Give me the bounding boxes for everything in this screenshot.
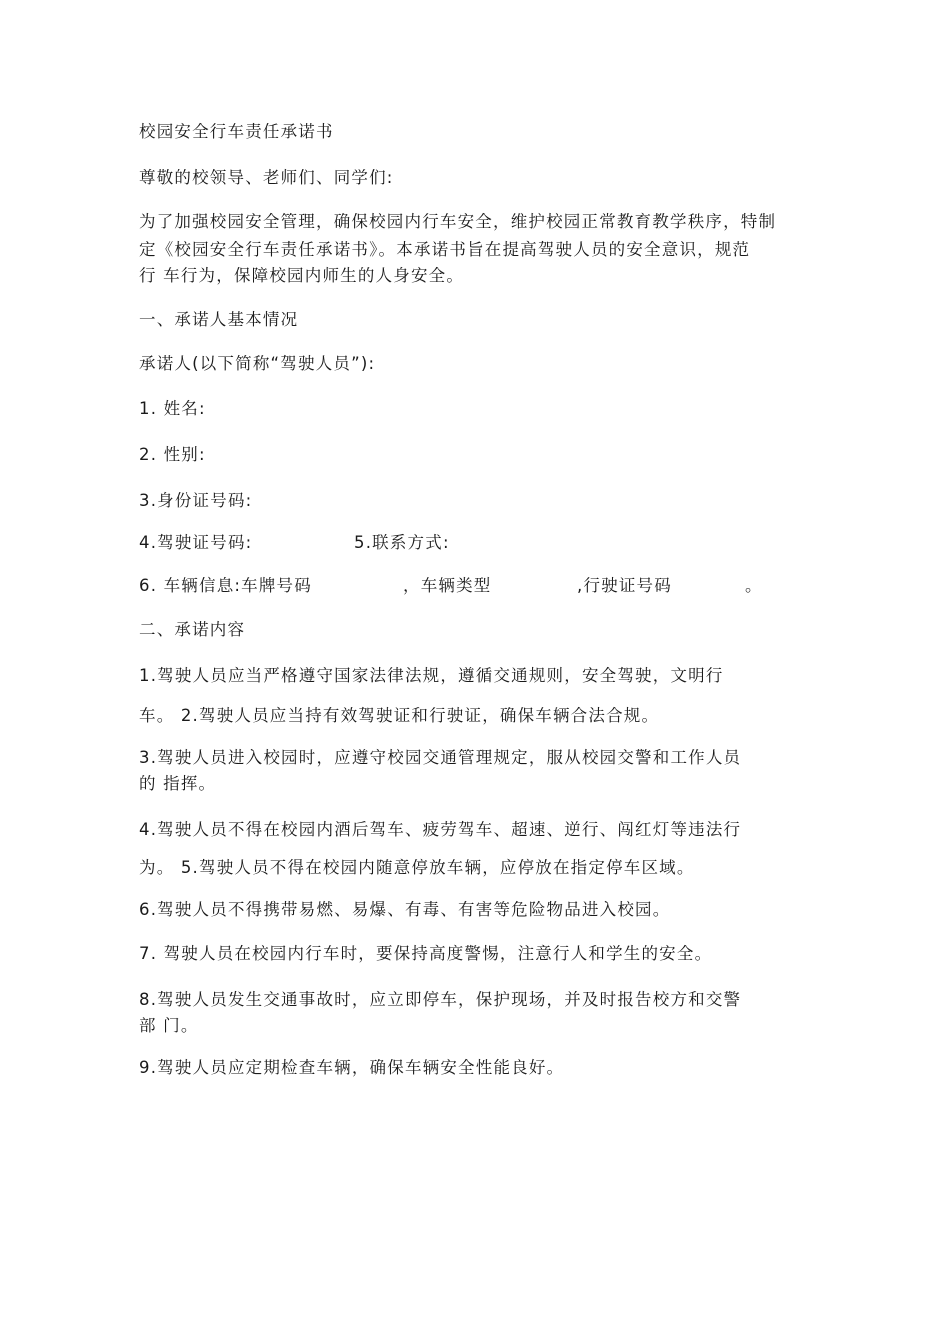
field-row-vehicle [139, 574, 763, 598]
commitment-line-9: 8.驾驶人员发生交通事故时，应立即停车，保护现场，并及时报告校方和交警 [139, 990, 742, 1009]
field-gender: 2. 性别: [139, 445, 206, 464]
section2-heading: 二、承诺内容 [139, 620, 246, 639]
intro-line-1: 为了加强校园安全管理，确保校园内行车安全，维护校园正常教育教学秩序，特制 [139, 212, 777, 231]
salutation: 尊敬的校领导、老师们、同学们: [139, 168, 394, 187]
field-name: 1. 姓名: [139, 399, 206, 418]
commitment-line-4: 的 指挥。 [139, 774, 217, 793]
field-contact: 5.联系方式: [354, 533, 450, 552]
commitment-line-8: 7. 驾驶人员在校园内行车时，要保持高度警惕，注意行人和学生的安全。 [139, 944, 713, 963]
intro-line-2: 定《校园安全行车责任承诺书》。本承诺书旨在提高驾驶人员的安全意识，规范 [139, 240, 751, 259]
promisor-line: 承诺人(以下简称“驾驶人员”): [139, 354, 376, 373]
commitment-line-2: 车。 2.驾驶人员应当持有效驾驶证和行驶证，确保车辆合法合规。 [139, 706, 660, 725]
field-row-license-contact [139, 531, 450, 555]
field-vehicle-type: ，车辆类型 [403, 576, 492, 595]
section1-heading: 一、承诺人基本情况 [139, 310, 299, 329]
field-id-number: 3.身份证号码: [139, 491, 253, 510]
commitment-line-11: 9.驾驶人员应定期检查车辆，确保车辆安全性能良好。 [139, 1058, 565, 1077]
intro-line-3: 行 车行为，保障校园内师生的人身安全。 [139, 266, 465, 285]
field-vehicle-end: 。 [745, 576, 763, 595]
field-license: 4.驾驶证号码: [139, 533, 253, 552]
commitment-line-3: 3.驾驶人员进入校园时，应遵守校园交通管理规定，服从校园交警和工作人员 [139, 748, 742, 767]
commitment-line-7: 6.驾驶人员不得携带易燃、易爆、有毒、有害等危险物品进入校园。 [139, 900, 671, 919]
commitment-line-6: 为。 5.驾驶人员不得在校园内随意停放车辆，应停放在指定停车区域。 [139, 858, 695, 877]
field-vehicle-plate: 6. 车辆信息:车牌号码 [139, 576, 312, 595]
commitment-line-5: 4.驾驶人员不得在校园内酒后驾车、疲劳驾车、超速、逆行、闯红灯等违法行 [139, 820, 742, 839]
field-vehicle-license: ,行驶证号码 [577, 576, 672, 595]
commitment-line-10: 部 门。 [139, 1016, 199, 1035]
document-title: 校园安全行车责任承诺书 [139, 122, 334, 141]
commitment-line-1: 1.驾驶人员应当严格遵守国家法律法规，遵循交通规则，安全驾驶，文明行 [139, 666, 724, 685]
